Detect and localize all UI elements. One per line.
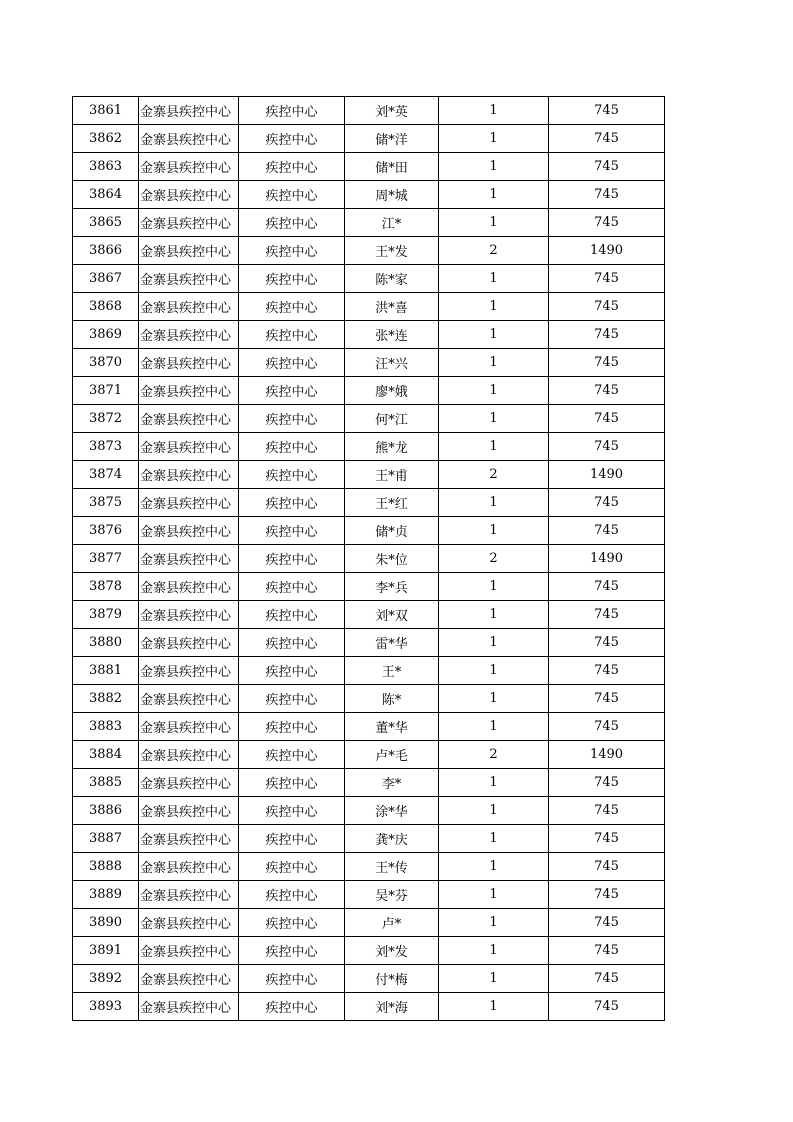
cell-person-name: 刘*发 bbox=[345, 937, 439, 965]
cell-department: 疾控中心 bbox=[239, 853, 345, 881]
cell-serial-number: 3871 bbox=[73, 377, 139, 405]
cell-unit: 金寨县疾控中心 bbox=[139, 377, 239, 405]
cell-unit: 金寨县疾控中心 bbox=[139, 97, 239, 125]
table-body bbox=[73, 97, 665, 1021]
cell-count: 1 bbox=[439, 181, 549, 209]
cell-department: 疾控中心 bbox=[239, 97, 345, 125]
cell-amount: 745 bbox=[549, 517, 665, 545]
cell-unit: 金寨县疾控中心 bbox=[139, 181, 239, 209]
cell-serial-number: 3870 bbox=[73, 349, 139, 377]
cell-serial-number: 3875 bbox=[73, 489, 139, 517]
cell-department: 疾控中心 bbox=[239, 209, 345, 237]
cell-count: 2 bbox=[439, 237, 549, 265]
cell-amount: 1490 bbox=[549, 237, 665, 265]
cell-department: 疾控中心 bbox=[239, 993, 345, 1021]
cell-department: 疾控中心 bbox=[239, 517, 345, 545]
cell-unit: 金寨县疾控中心 bbox=[139, 881, 239, 909]
cell-amount: 745 bbox=[549, 825, 665, 853]
cell-unit: 金寨县疾控中心 bbox=[139, 629, 239, 657]
cell-department: 疾控中心 bbox=[239, 265, 345, 293]
cell-count: 1 bbox=[439, 349, 549, 377]
cell-department: 疾控中心 bbox=[239, 377, 345, 405]
cell-serial-number: 3879 bbox=[73, 601, 139, 629]
cell-amount: 745 bbox=[549, 797, 665, 825]
cell-count: 1 bbox=[439, 713, 549, 741]
cell-serial-number: 3884 bbox=[73, 741, 139, 769]
table-row bbox=[73, 573, 665, 601]
cell-serial-number: 3893 bbox=[73, 993, 139, 1021]
table-row bbox=[73, 825, 665, 853]
cell-department: 疾控中心 bbox=[239, 797, 345, 825]
cell-serial-number: 3861 bbox=[73, 97, 139, 125]
cell-department: 疾控中心 bbox=[239, 349, 345, 377]
table-row bbox=[73, 881, 665, 909]
cell-department: 疾控中心 bbox=[239, 321, 345, 349]
cell-person-name: 陈*家 bbox=[345, 265, 439, 293]
cell-amount: 745 bbox=[549, 909, 665, 937]
cell-unit: 金寨县疾控中心 bbox=[139, 545, 239, 573]
cell-count: 1 bbox=[439, 825, 549, 853]
cell-department: 疾控中心 bbox=[239, 181, 345, 209]
table-row bbox=[73, 181, 665, 209]
cell-count: 1 bbox=[439, 489, 549, 517]
cell-unit: 金寨县疾控中心 bbox=[139, 573, 239, 601]
cell-person-name: 熊*龙 bbox=[345, 433, 439, 461]
cell-count: 1 bbox=[439, 881, 549, 909]
cell-unit: 金寨县疾控中心 bbox=[139, 517, 239, 545]
cell-serial-number: 3892 bbox=[73, 965, 139, 993]
table-row bbox=[73, 97, 665, 125]
cell-person-name: 刘*双 bbox=[345, 601, 439, 629]
table-row bbox=[73, 125, 665, 153]
cell-serial-number: 3886 bbox=[73, 797, 139, 825]
cell-count: 1 bbox=[439, 993, 549, 1021]
cell-serial-number: 3881 bbox=[73, 657, 139, 685]
cell-person-name: 王* bbox=[345, 657, 439, 685]
table-row bbox=[73, 769, 665, 797]
cell-department: 疾控中心 bbox=[239, 489, 345, 517]
cell-count: 1 bbox=[439, 153, 549, 181]
cell-amount: 745 bbox=[549, 405, 665, 433]
cell-department: 疾控中心 bbox=[239, 769, 345, 797]
table-row bbox=[73, 601, 665, 629]
cell-department: 疾控中心 bbox=[239, 601, 345, 629]
cell-amount: 745 bbox=[549, 629, 665, 657]
table-row bbox=[73, 293, 665, 321]
cell-count: 1 bbox=[439, 937, 549, 965]
cell-amount: 745 bbox=[549, 881, 665, 909]
cell-person-name: 王*传 bbox=[345, 853, 439, 881]
cell-serial-number: 3888 bbox=[73, 853, 139, 881]
cell-person-name: 储*贞 bbox=[345, 517, 439, 545]
cell-unit: 金寨县疾控中心 bbox=[139, 993, 239, 1021]
cell-person-name: 雷*华 bbox=[345, 629, 439, 657]
cell-department: 疾控中心 bbox=[239, 293, 345, 321]
cell-count: 1 bbox=[439, 573, 549, 601]
roster-table bbox=[72, 96, 665, 1021]
table-row bbox=[73, 909, 665, 937]
cell-count: 1 bbox=[439, 125, 549, 153]
cell-amount: 745 bbox=[549, 377, 665, 405]
cell-person-name: 江* bbox=[345, 209, 439, 237]
table-row bbox=[73, 545, 665, 573]
cell-count: 1 bbox=[439, 433, 549, 461]
cell-amount: 745 bbox=[549, 769, 665, 797]
cell-amount: 745 bbox=[549, 209, 665, 237]
cell-serial-number: 3869 bbox=[73, 321, 139, 349]
cell-department: 疾控中心 bbox=[239, 629, 345, 657]
cell-count: 2 bbox=[439, 545, 549, 573]
cell-department: 疾控中心 bbox=[239, 433, 345, 461]
cell-serial-number: 3876 bbox=[73, 517, 139, 545]
cell-serial-number: 3887 bbox=[73, 825, 139, 853]
cell-person-name: 储*田 bbox=[345, 153, 439, 181]
cell-unit: 金寨县疾控中心 bbox=[139, 825, 239, 853]
cell-count: 1 bbox=[439, 321, 549, 349]
cell-amount: 745 bbox=[549, 713, 665, 741]
table-row bbox=[73, 797, 665, 825]
cell-department: 疾控中心 bbox=[239, 825, 345, 853]
cell-person-name: 涂*华 bbox=[345, 797, 439, 825]
table-row bbox=[73, 741, 665, 769]
cell-department: 疾控中心 bbox=[239, 657, 345, 685]
table-row bbox=[73, 209, 665, 237]
cell-count: 1 bbox=[439, 965, 549, 993]
cell-amount: 1490 bbox=[549, 545, 665, 573]
cell-amount: 745 bbox=[549, 685, 665, 713]
cell-count: 1 bbox=[439, 853, 549, 881]
cell-unit: 金寨县疾控中心 bbox=[139, 769, 239, 797]
cell-count: 1 bbox=[439, 629, 549, 657]
cell-amount: 745 bbox=[549, 573, 665, 601]
table-row bbox=[73, 629, 665, 657]
cell-person-name: 王*发 bbox=[345, 237, 439, 265]
cell-person-name: 洪*喜 bbox=[345, 293, 439, 321]
cell-person-name: 付*梅 bbox=[345, 965, 439, 993]
cell-serial-number: 3890 bbox=[73, 909, 139, 937]
cell-unit: 金寨县疾控中心 bbox=[139, 713, 239, 741]
cell-unit: 金寨县疾控中心 bbox=[139, 685, 239, 713]
cell-amount: 745 bbox=[549, 853, 665, 881]
cell-serial-number: 3882 bbox=[73, 685, 139, 713]
cell-amount: 745 bbox=[549, 965, 665, 993]
cell-person-name: 陈* bbox=[345, 685, 439, 713]
cell-amount: 745 bbox=[549, 321, 665, 349]
cell-serial-number: 3867 bbox=[73, 265, 139, 293]
cell-serial-number: 3877 bbox=[73, 545, 139, 573]
table-row bbox=[73, 517, 665, 545]
cell-amount: 745 bbox=[549, 993, 665, 1021]
table-row bbox=[73, 685, 665, 713]
cell-unit: 金寨县疾控中心 bbox=[139, 489, 239, 517]
cell-count: 1 bbox=[439, 377, 549, 405]
cell-amount: 745 bbox=[549, 97, 665, 125]
cell-person-name: 储*洋 bbox=[345, 125, 439, 153]
cell-amount: 745 bbox=[549, 937, 665, 965]
cell-unit: 金寨县疾控中心 bbox=[139, 797, 239, 825]
cell-serial-number: 3862 bbox=[73, 125, 139, 153]
cell-amount: 745 bbox=[549, 293, 665, 321]
table-row bbox=[73, 433, 665, 461]
cell-person-name: 李*兵 bbox=[345, 573, 439, 601]
cell-count: 1 bbox=[439, 405, 549, 433]
cell-unit: 金寨县疾控中心 bbox=[139, 965, 239, 993]
cell-person-name: 卢* bbox=[345, 909, 439, 937]
table-row bbox=[73, 321, 665, 349]
cell-count: 1 bbox=[439, 209, 549, 237]
cell-unit: 金寨县疾控中心 bbox=[139, 405, 239, 433]
cell-person-name: 王*甫 bbox=[345, 461, 439, 489]
cell-amount: 745 bbox=[549, 601, 665, 629]
table-row bbox=[73, 853, 665, 881]
cell-amount: 745 bbox=[549, 657, 665, 685]
cell-unit: 金寨县疾控中心 bbox=[139, 601, 239, 629]
cell-unit: 金寨县疾控中心 bbox=[139, 349, 239, 377]
cell-count: 1 bbox=[439, 601, 549, 629]
table-row bbox=[73, 461, 665, 489]
cell-department: 疾控中心 bbox=[239, 881, 345, 909]
cell-count: 1 bbox=[439, 97, 549, 125]
cell-person-name: 何*江 bbox=[345, 405, 439, 433]
cell-department: 疾控中心 bbox=[239, 545, 345, 573]
cell-serial-number: 3878 bbox=[73, 573, 139, 601]
cell-person-name: 张*连 bbox=[345, 321, 439, 349]
cell-person-name: 汪*兴 bbox=[345, 349, 439, 377]
cell-unit: 金寨县疾控中心 bbox=[139, 853, 239, 881]
table-row bbox=[73, 657, 665, 685]
table-row bbox=[73, 937, 665, 965]
cell-count: 2 bbox=[439, 461, 549, 489]
cell-department: 疾控中心 bbox=[239, 125, 345, 153]
cell-serial-number: 3865 bbox=[73, 209, 139, 237]
cell-unit: 金寨县疾控中心 bbox=[139, 125, 239, 153]
cell-serial-number: 3868 bbox=[73, 293, 139, 321]
cell-department: 疾控中心 bbox=[239, 965, 345, 993]
table-row bbox=[73, 349, 665, 377]
cell-serial-number: 3864 bbox=[73, 181, 139, 209]
cell-amount: 745 bbox=[549, 489, 665, 517]
cell-person-name: 董*华 bbox=[345, 713, 439, 741]
cell-unit: 金寨县疾控中心 bbox=[139, 209, 239, 237]
cell-department: 疾控中心 bbox=[239, 153, 345, 181]
cell-count: 1 bbox=[439, 657, 549, 685]
cell-amount: 745 bbox=[549, 181, 665, 209]
table-row bbox=[73, 153, 665, 181]
cell-department: 疾控中心 bbox=[239, 405, 345, 433]
cell-serial-number: 3883 bbox=[73, 713, 139, 741]
cell-count: 1 bbox=[439, 517, 549, 545]
cell-amount: 745 bbox=[549, 265, 665, 293]
cell-person-name: 刘*英 bbox=[345, 97, 439, 125]
cell-unit: 金寨县疾控中心 bbox=[139, 909, 239, 937]
cell-person-name: 王*红 bbox=[345, 489, 439, 517]
cell-serial-number: 3873 bbox=[73, 433, 139, 461]
cell-department: 疾控中心 bbox=[239, 713, 345, 741]
table-row bbox=[73, 265, 665, 293]
cell-unit: 金寨县疾控中心 bbox=[139, 461, 239, 489]
table-row bbox=[73, 965, 665, 993]
cell-serial-number: 3885 bbox=[73, 769, 139, 797]
cell-amount: 745 bbox=[549, 153, 665, 181]
cell-unit: 金寨县疾控中心 bbox=[139, 265, 239, 293]
table-row bbox=[73, 993, 665, 1021]
cell-unit: 金寨县疾控中心 bbox=[139, 657, 239, 685]
cell-amount: 745 bbox=[549, 349, 665, 377]
cell-unit: 金寨县疾控中心 bbox=[139, 237, 239, 265]
cell-person-name: 廖*娥 bbox=[345, 377, 439, 405]
cell-count: 1 bbox=[439, 265, 549, 293]
cell-count: 1 bbox=[439, 293, 549, 321]
cell-serial-number: 3863 bbox=[73, 153, 139, 181]
cell-count: 1 bbox=[439, 685, 549, 713]
cell-amount: 745 bbox=[549, 433, 665, 461]
document-table-container bbox=[72, 96, 665, 1021]
table-row bbox=[73, 489, 665, 517]
cell-department: 疾控中心 bbox=[239, 237, 345, 265]
cell-amount: 1490 bbox=[549, 461, 665, 489]
cell-person-name: 朱*位 bbox=[345, 545, 439, 573]
cell-count: 1 bbox=[439, 797, 549, 825]
cell-unit: 金寨县疾控中心 bbox=[139, 741, 239, 769]
cell-unit: 金寨县疾控中心 bbox=[139, 293, 239, 321]
cell-serial-number: 3872 bbox=[73, 405, 139, 433]
cell-department: 疾控中心 bbox=[239, 909, 345, 937]
table-row bbox=[73, 377, 665, 405]
cell-department: 疾控中心 bbox=[239, 741, 345, 769]
cell-unit: 金寨县疾控中心 bbox=[139, 937, 239, 965]
table-row bbox=[73, 405, 665, 433]
cell-serial-number: 3880 bbox=[73, 629, 139, 657]
cell-serial-number: 3891 bbox=[73, 937, 139, 965]
cell-person-name: 周*城 bbox=[345, 181, 439, 209]
cell-unit: 金寨县疾控中心 bbox=[139, 433, 239, 461]
cell-person-name: 吴*芬 bbox=[345, 881, 439, 909]
cell-unit: 金寨县疾控中心 bbox=[139, 321, 239, 349]
cell-serial-number: 3889 bbox=[73, 881, 139, 909]
cell-unit: 金寨县疾控中心 bbox=[139, 153, 239, 181]
cell-person-name: 龚*庆 bbox=[345, 825, 439, 853]
cell-amount: 1490 bbox=[549, 741, 665, 769]
cell-serial-number: 3866 bbox=[73, 237, 139, 265]
table-row bbox=[73, 713, 665, 741]
cell-department: 疾控中心 bbox=[239, 461, 345, 489]
cell-amount: 745 bbox=[549, 125, 665, 153]
cell-count: 1 bbox=[439, 769, 549, 797]
cell-department: 疾控中心 bbox=[239, 573, 345, 601]
cell-person-name: 李* bbox=[345, 769, 439, 797]
cell-count: 1 bbox=[439, 909, 549, 937]
table-row bbox=[73, 237, 665, 265]
cell-person-name: 刘*海 bbox=[345, 993, 439, 1021]
cell-count: 2 bbox=[439, 741, 549, 769]
cell-department: 疾控中心 bbox=[239, 685, 345, 713]
cell-department: 疾控中心 bbox=[239, 937, 345, 965]
cell-person-name: 卢*毛 bbox=[345, 741, 439, 769]
cell-serial-number: 3874 bbox=[73, 461, 139, 489]
